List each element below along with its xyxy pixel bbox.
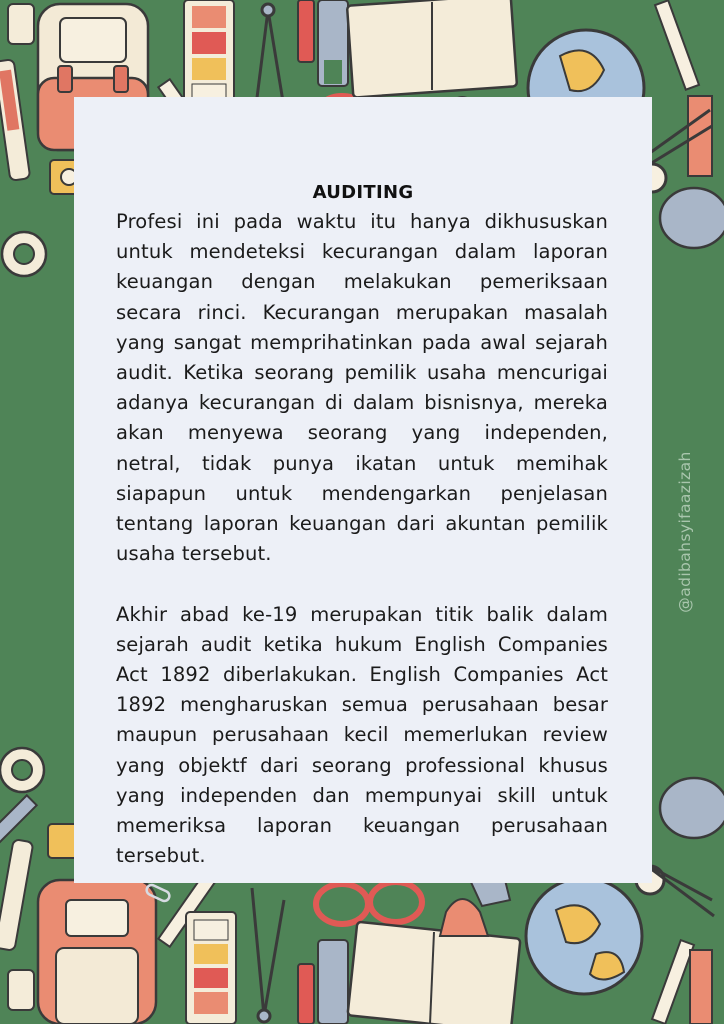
crayon-icon <box>298 964 314 1024</box>
glue-icon <box>318 0 348 86</box>
pencil-icon <box>652 940 694 1024</box>
glue-icon <box>8 4 34 44</box>
tape-icon <box>0 748 44 792</box>
notebook-icon <box>348 922 521 1024</box>
glue-icon <box>8 970 34 1010</box>
paint-palette-icon <box>186 912 236 1024</box>
paint-palette-icon <box>184 0 234 112</box>
crayon-icon <box>298 0 314 62</box>
pencil-case-icon <box>660 188 724 248</box>
tape-icon <box>2 232 46 276</box>
paragraph: Profesi ini pada waktu itu hanya dikhususkan untuk mendeteksi kecurangan dalam laporan keuangan dengan melakukan pemeriksaan secara rinci. Kecurangan merupakan masalah yang sangat memprihatinkan pada awal sejarah audit. Ketika seorang pemilik usaha mencurigai adanya kecurangan di dalam bisnisnya, mereka akan menyewa seorang yang independen, netral, tidak punya ikatan untuk memihak siapapun untuk mendengarkan penjelasan tentang laporan keuangan dari akuntan pemilik usaha tersebut. <box>116 210 608 566</box>
compass-icon <box>252 888 284 1022</box>
cutter-icon <box>0 839 33 951</box>
author-watermark: @adibahsyifaazizah <box>676 451 694 613</box>
pencil-case-icon <box>660 778 724 838</box>
cutter-icon <box>0 59 30 181</box>
ruler-icon <box>690 950 712 1024</box>
page-title: AUDITING <box>312 182 414 203</box>
pencil-icon <box>655 0 699 89</box>
paragraph: Akhir abad ke-19 merupakan titik balik dalam sejarah audit ketika hukum English Companies Act 1892 diberlakukan. English Companies Act 1892 mengharuskan semua perusahaan besar maupun perusahaan kecil memerlukan review yang objektf dari seorang professional khusus yang independen dan mempunyai skill untuk memeriksa laporan keuangan perusahaan tersebut. <box>116 602 608 868</box>
notebook-icon <box>347 0 517 98</box>
ruler-icon <box>688 96 712 176</box>
article-body <box>116 207 608 902</box>
glue-icon <box>318 940 348 1024</box>
